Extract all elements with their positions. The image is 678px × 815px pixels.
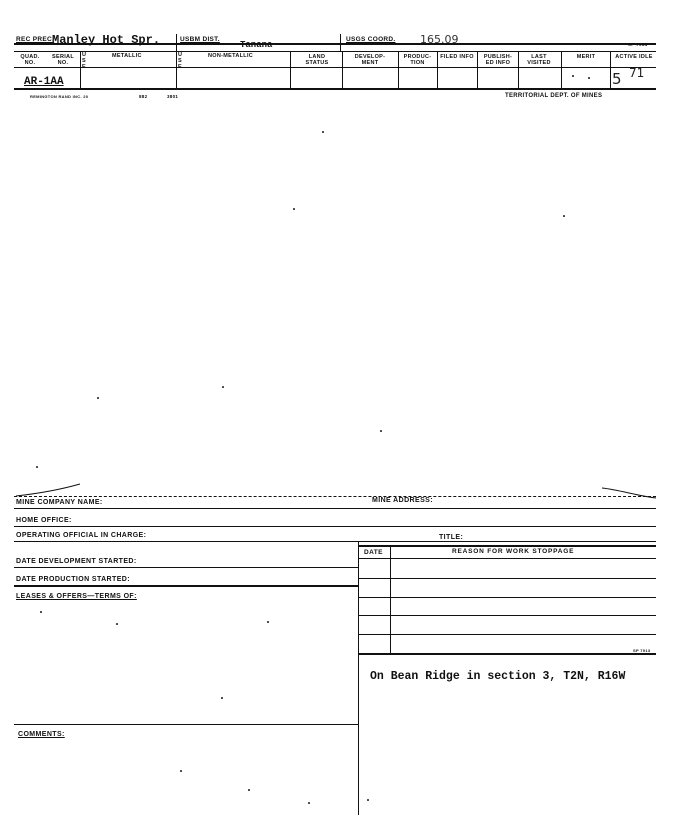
speck	[36, 466, 38, 468]
divider	[477, 51, 478, 88]
filed-info-label: FILED INFO	[440, 54, 474, 60]
divider	[561, 51, 562, 88]
speck	[221, 697, 223, 699]
quad-value: AR-1AA	[24, 76, 64, 88]
divider	[437, 51, 438, 88]
rule	[14, 724, 358, 725]
speck	[222, 386, 224, 388]
rule	[358, 653, 656, 655]
speck	[308, 802, 310, 804]
form-number: SP 7914	[628, 42, 648, 47]
rule	[14, 526, 656, 527]
comments-label: COMMENTS:	[18, 731, 65, 738]
divider	[80, 51, 81, 88]
last-visited-label: LAST VISITED	[527, 54, 551, 66]
usgs-coord-value: 165.09	[420, 33, 459, 46]
mark	[572, 75, 574, 77]
printer-code-2: 3801	[167, 94, 179, 99]
leases-label: LEASES & OFFERS—TERMS OF:	[16, 593, 137, 600]
development-label: DEVELOP- MENT	[354, 54, 386, 66]
title-label: TITLE:	[439, 534, 464, 541]
active-value: 71	[629, 66, 645, 80]
row1-rule	[14, 51, 656, 52]
speck	[563, 215, 565, 217]
bottom-rule	[14, 88, 656, 90]
speck	[180, 770, 182, 772]
merit-value: 5	[612, 70, 622, 88]
non-metallic-label: NON-METALLIC	[208, 53, 254, 59]
usgs-coord-label: USGS COORD.	[346, 36, 396, 43]
divider	[176, 34, 177, 89]
rule	[14, 508, 656, 509]
speck	[293, 208, 295, 210]
rule	[14, 585, 358, 587]
metallic-label: METALLIC	[112, 53, 142, 59]
divider	[398, 51, 399, 88]
speck	[267, 621, 269, 623]
dept-label: TERRITORIAL DEPT. OF MINES	[505, 93, 603, 99]
printer-label: REMINGTON RAND INC. 20	[30, 94, 89, 99]
divider	[290, 51, 291, 88]
speck	[322, 131, 324, 133]
published-info-label: PUBLISH- ED INFO	[483, 54, 513, 66]
usbm-dist-value: Tanana	[240, 40, 273, 50]
mine-company-label: MINE COMPANY NAME:	[16, 499, 103, 506]
serial-no-label: SERIAL NO.	[52, 54, 74, 66]
operating-official-label: OPERATING OFFICIAL IN CHARGE:	[16, 532, 147, 539]
reason-label: REASON FOR WORK STOPPAGE	[452, 548, 575, 555]
production-label: PRODUC- TION	[403, 54, 432, 66]
speck	[116, 623, 118, 625]
date-label: DATE	[364, 549, 383, 556]
rule	[358, 597, 656, 598]
rule	[14, 567, 358, 568]
usbm-dist-label: USBM DIST.	[180, 36, 220, 43]
use-label-nonmetallic: U S E	[178, 52, 183, 70]
home-office-label: HOME OFFICE:	[16, 517, 72, 524]
quad-no-label: QUAD. NO.	[20, 54, 40, 66]
center-divider	[358, 541, 359, 815]
divider	[518, 51, 519, 88]
rule	[358, 615, 656, 616]
rule	[358, 634, 656, 635]
date-development-label: DATE DEVELOPMENT STARTED:	[16, 558, 137, 565]
rec-prec-label: REC PREC.	[16, 36, 55, 43]
top-edge	[14, 496, 656, 497]
merit-label: MERIT	[576, 54, 596, 60]
date-production-label: DATE PRODUCTION STARTED:	[16, 576, 130, 583]
divider	[610, 51, 611, 88]
rec-prec-value: Manley Hot Spr.	[52, 33, 161, 47]
printer-code-1: 882	[139, 94, 148, 99]
rule	[358, 578, 656, 579]
active-idle-label: ACTIVE IDLE	[615, 54, 653, 60]
form-number-2: SP 7913	[633, 648, 651, 653]
speck	[97, 397, 99, 399]
speck	[380, 430, 382, 432]
mark	[588, 77, 590, 79]
land-status-label: LAND STATUS	[305, 54, 329, 66]
mine-address-label: MINE ADDRESS:	[372, 497, 433, 504]
rule	[358, 558, 656, 559]
rule	[14, 541, 656, 542]
speck	[367, 799, 369, 801]
speck	[248, 789, 250, 791]
divider	[340, 34, 341, 52]
speck	[40, 611, 42, 613]
date-divider	[390, 545, 391, 653]
location-note: On Bean Ridge in section 3, T2N, R16W	[370, 670, 626, 683]
edge-curve	[600, 486, 660, 502]
use-label-metallic: U S E	[82, 52, 87, 70]
header-rule	[14, 67, 656, 68]
divider	[342, 51, 343, 88]
rule	[358, 545, 656, 547]
